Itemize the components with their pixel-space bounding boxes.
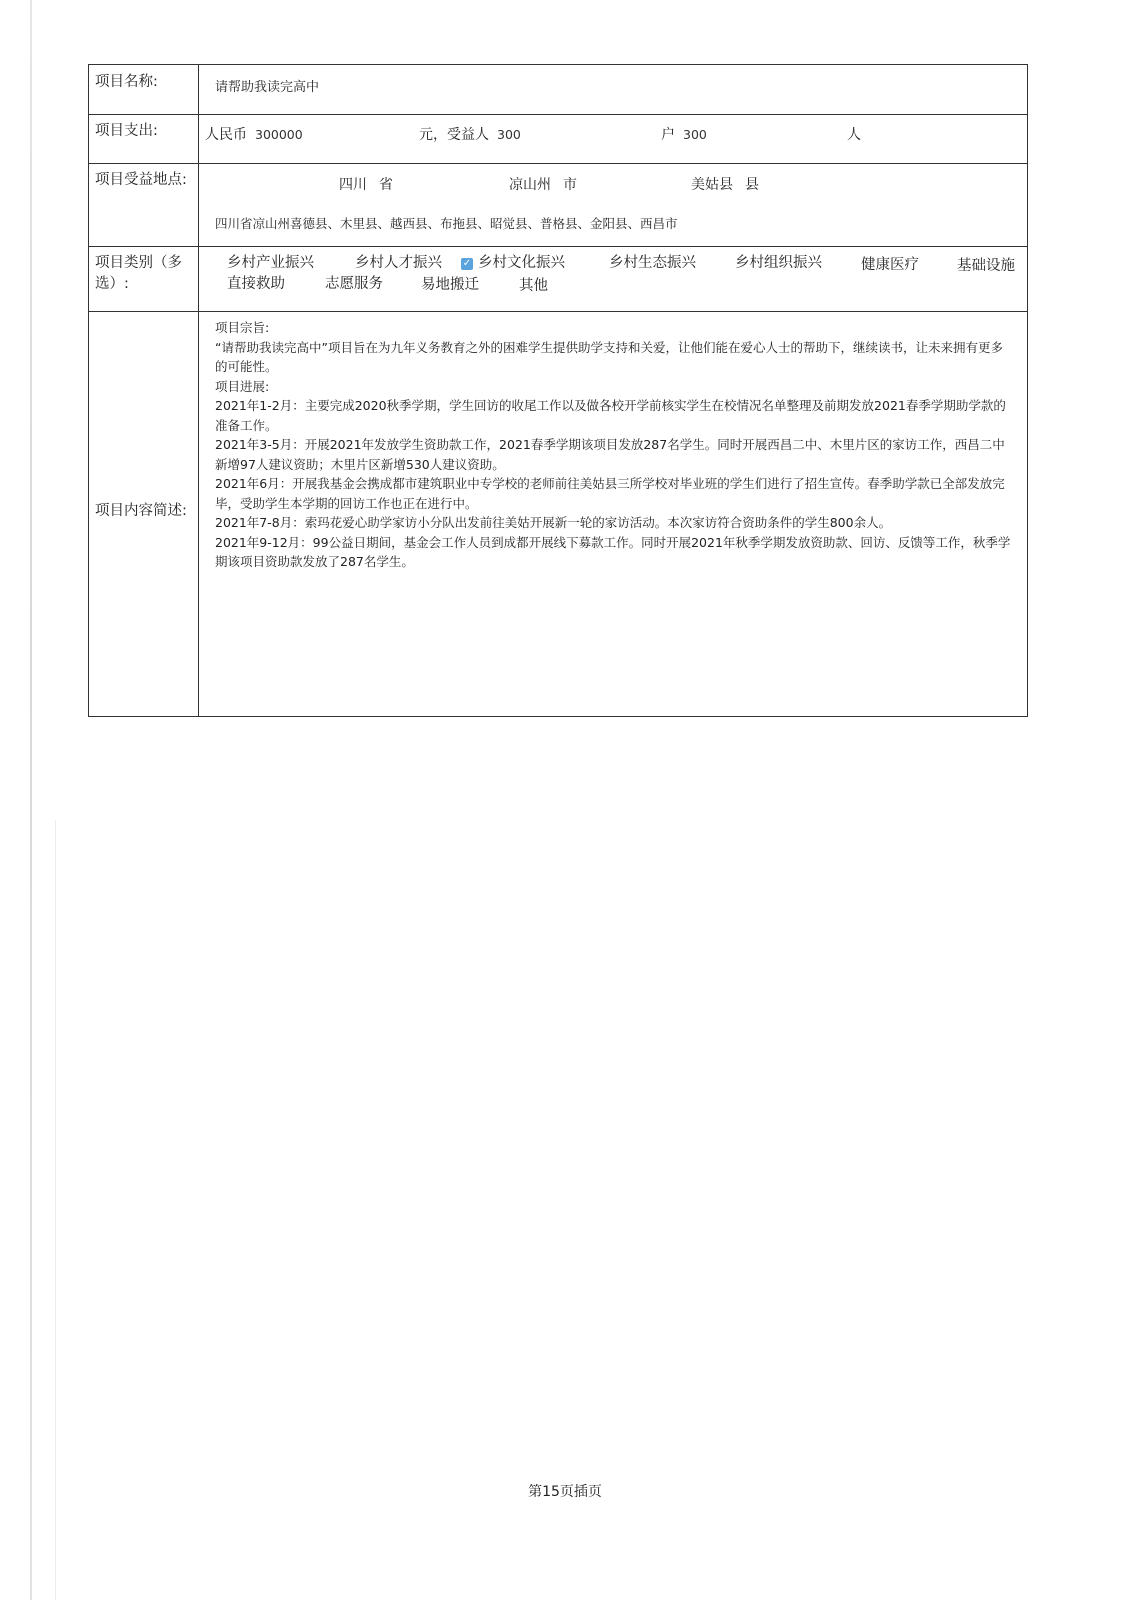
content-paragraph: 2021年9-12月：99公益日期间，基金会工作人员到成都开展线下募款工作。同时开展2021年秋季学期发放资助款、回访、反馈等工作，秋季学期该项目资助款发放了287名学生。 <box>215 534 1011 569</box>
city-unit: 市 <box>563 177 577 193</box>
location-city <box>509 174 577 194</box>
content-paragraph: 项目宗旨: <box>215 320 270 335</box>
project-location-cell <box>199 164 1028 247</box>
category-option-label: 乡村组织振兴 <box>735 255 822 271</box>
category-option-label: 乡村产业振兴 <box>227 255 314 271</box>
scan-edge <box>30 0 32 1600</box>
category-option[interactable] <box>609 251 696 272</box>
currency-label: 人民币 <box>205 127 247 143</box>
category-option-label: 健康医疗 <box>861 257 919 273</box>
household-unit: 户 <box>661 127 675 143</box>
location-county <box>691 174 759 194</box>
category-option-label: 乡村文化振兴 <box>478 255 565 271</box>
project-name-value: 请帮助我读完高中 <box>215 80 320 95</box>
category-option[interactable] <box>227 272 285 293</box>
project-expense-label: 项目支出: <box>89 115 199 164</box>
project-name-label: 项目名称: <box>89 65 199 115</box>
category-option[interactable] <box>421 273 479 294</box>
row-project-category <box>89 247 1028 312</box>
category-option[interactable] <box>519 274 548 295</box>
category-option[interactable] <box>355 251 442 272</box>
category-option[interactable] <box>227 251 314 272</box>
category-option-label: 乡村生态振兴 <box>609 255 696 271</box>
project-name-cell <box>199 65 1028 115</box>
content-paragraph: 2021年6月：开展我基金会携成都市建筑职业中专学校的老师前往美姑县三所学校对毕业班的学生们进行了招生宣传。春季助学款已全部发放完毕，受助学生本学期的回访工作也正在进行中。 <box>215 476 1005 511</box>
county-value: 美姑县 <box>691 177 733 193</box>
category-option-label: 易地搬迁 <box>421 277 479 293</box>
row-project-expense <box>89 115 1028 164</box>
category-option[interactable] <box>957 254 1015 275</box>
location-detail: 四川省凉山州喜德县、木里县、越西县、布拖县、昭觉县、普格县、金阳县、西昌市 <box>215 216 678 231</box>
content-paragraph: “请帮助我读完高中”项目旨在为九年义务教育之外的困难学生提供助学支持和关爱，让他们能在爱心人士的帮助下，继续读书，让未来拥有更多的可能性。 <box>215 339 1003 374</box>
project-content-text <box>199 312 1027 572</box>
content-paragraph: 2021年7-8月：索玛花爱心助学家访小分队出发前往美姑开展新一轮的家访活动。本次家访符合资助条件的学生800余人。 <box>215 515 892 530</box>
province-unit: 省 <box>379 177 393 193</box>
row-project-location <box>89 164 1028 247</box>
page-footer: 第15页插页 <box>528 1484 602 1500</box>
expense-household <box>661 124 707 144</box>
expense-amount: 300000 <box>255 127 303 142</box>
category-option-label: 基础设施 <box>957 258 1015 274</box>
category-option-label: 直接救助 <box>227 276 285 292</box>
category-option-label: 志愿服务 <box>325 276 383 292</box>
row-project-name <box>89 65 1028 115</box>
project-form-table <box>88 64 1028 717</box>
category-option-checked[interactable] <box>461 251 565 272</box>
project-location-label: 项目受益地点: <box>89 164 199 247</box>
beneficiary-people: 300 <box>683 127 707 142</box>
category-option[interactable] <box>735 251 822 272</box>
category-option-label: 乡村人才振兴 <box>355 255 442 271</box>
category-option[interactable] <box>861 253 919 274</box>
project-content-label: 项目内容简述: <box>89 312 199 717</box>
expense-beneficiary <box>419 124 521 144</box>
people-unit: 人 <box>847 127 861 143</box>
checkbox-checked-icon[interactable]: ✓ <box>462 258 472 269</box>
project-content-cell <box>199 312 1028 717</box>
category-option-label: 其他 <box>519 278 548 294</box>
province-value: 四川 <box>339 177 367 193</box>
content-paragraph: 2021年3-5月：开展2021年发放学生资助款工作，2021春季学期该项目发放287名学生。同时开展西昌二中、木里片区的家访工作，西昌二中新增97人建议资助；木里片区新增530人建议资助。 <box>215 437 1005 472</box>
category-option[interactable] <box>325 272 383 293</box>
content-paragraph: 2021年1-2月：主要完成2020秋季学期，学生回访的收尾工作以及做各校开学前核实学生在校情况名单整理及前期发放2021春季学期助学款的准备工作。 <box>215 398 1006 433</box>
project-category-cell <box>199 247 1028 312</box>
row-project-content <box>89 312 1028 717</box>
county-unit: 县 <box>745 177 759 193</box>
location-province <box>339 174 393 194</box>
city-value: 凉山州 <box>509 177 551 193</box>
project-category-label: 项目类别（多选）: <box>89 247 199 312</box>
project-expense-cell <box>199 115 1028 164</box>
beneficiary-households: 300 <box>497 127 521 142</box>
yuan-beneficiary-label: 元，受益人 <box>419 127 489 143</box>
expense-currency <box>205 124 303 144</box>
content-paragraph: 项目进展: <box>215 378 270 394</box>
